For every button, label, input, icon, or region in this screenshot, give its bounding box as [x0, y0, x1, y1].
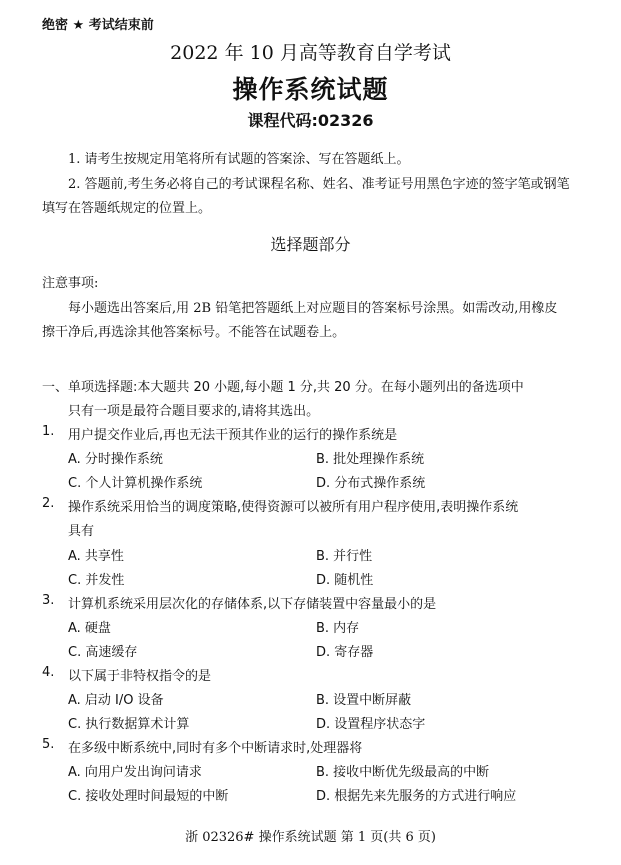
option-c: C. 执行数据算术计算: [68, 717, 190, 732]
question-number: 5.: [42, 737, 55, 752]
option-b: B. 批处理操作系统: [316, 452, 425, 467]
option-d: D. 根据先来先服务的方式进行响应: [316, 789, 517, 804]
option-b: B. 并行性: [316, 549, 373, 564]
option-a: A. 共享性: [68, 549, 124, 564]
course-code: 课程代码:02326: [247, 111, 374, 130]
option-a: A. 向用户发出询问请求: [68, 765, 202, 780]
question-stem: 以下属于非特权指令的是: [68, 669, 212, 684]
option-c: C. 高速缓存: [68, 645, 138, 660]
question-stem: 操作系统采用恰当的调度策略,使得资源可以被所有用户程序使用,表明操作系统: [68, 500, 519, 515]
instruction-2-cont: 填写在答题纸规定的位置上。: [42, 201, 212, 216]
question-number: 2.: [42, 496, 55, 511]
option-d: D. 设置程序状态字: [316, 717, 426, 732]
notice-line-1: 每小题选出答案后,用 2B 铅笔把答题纸上对应题目的答案标号涂黑。如需改动,用橡皮: [68, 301, 558, 316]
section-title: 选择题部分: [270, 235, 351, 254]
instruction-1: 1. 请考生按规定用笔将所有试题的答案涂、写在答题纸上。: [68, 152, 410, 167]
option-c: C. 并发性: [68, 573, 125, 588]
subject-title: 操作系统试题: [232, 75, 389, 104]
part-one-heading-cont: 只有一项是最符合题目要求的,请将其选出。: [68, 404, 320, 419]
option-c: C. 个人计算机操作系统: [68, 476, 203, 491]
notice-heading: 注意事项:: [42, 276, 99, 291]
option-a: A. 硬盘: [68, 621, 111, 636]
page-footer: 浙 02326# 操作系统试题 第 1 页(共 6 页): [185, 830, 436, 845]
question-stem: 计算机系统采用层次化的存储体系,以下存储装置中容量最小的是: [68, 597, 437, 612]
option-c: C. 接收处理时间最短的中断: [68, 789, 229, 804]
option-a: A. 分时操作系统: [68, 452, 163, 467]
question-stem: 用户提交作业后,再也无法干预其作业的运行的操作系统是: [68, 428, 398, 443]
instruction-2: 2. 答题前,考生务必将自己的考试课程名称、姓名、准考证号用黑色字迹的签字笔或钢笔: [68, 177, 570, 192]
question-number: 1.: [42, 424, 55, 439]
question-number: 4.: [42, 665, 55, 680]
option-b: B. 内存: [316, 621, 360, 636]
option-b: B. 接收中断优先级最高的中断: [316, 765, 490, 780]
notice-line-2: 擦干净后,再选涂其他答案标号。不能答在试题卷上。: [42, 325, 346, 340]
question-number: 3.: [42, 593, 55, 608]
option-d: D. 寄存器: [316, 645, 374, 660]
option-d: D. 分布式操作系统: [316, 476, 426, 491]
confidential-label: 绝密 ★ 考试结束前: [42, 18, 154, 33]
option-b: B. 设置中断屏蔽: [316, 693, 412, 708]
part-one-heading: 一、单项选择题:本大题共 20 小题,每小题 1 分,共 20 分。在每小题列出的备选项中: [42, 380, 524, 395]
question-stem-cont: 具有: [68, 524, 95, 539]
exam-title: 2022 年 10 月高等教育自学考试: [170, 42, 451, 64]
question-stem: 在多级中断系统中,同时有多个中断请求时,处理器将: [68, 741, 363, 756]
option-a: A. 启动 I/O 设备: [68, 693, 164, 708]
option-d: D. 随机性: [316, 573, 374, 588]
